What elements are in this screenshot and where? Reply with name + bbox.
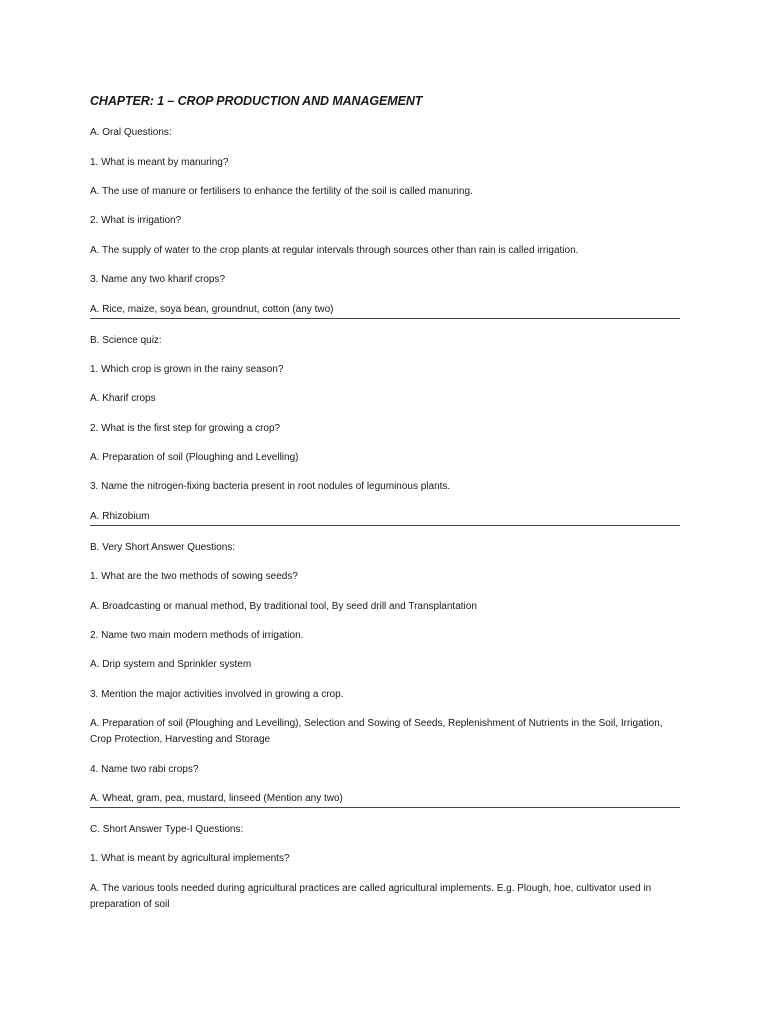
- answer-text: A. Broadcasting or manual method, By traditional tool, By seed drill and Transplantation: [90, 601, 477, 612]
- section-divider: [90, 525, 680, 526]
- question-text: 1. What is meant by manuring?: [90, 157, 229, 168]
- answer-text: A. The supply of water to the crop plants at regular intervals through sources other than rain is called irrigation.: [90, 245, 579, 256]
- chapter-title: CHAPTER: 1 – CROP PRODUCTION AND MANAGEMENT: [90, 94, 423, 108]
- answer-text: A. Preparation of soil (Ploughing and Levelling), Selection and Sowing of Seeds, Replenishment of Nutrients in the Soil, Irrigation, Crop Protection, Harvesting and Storage: [90, 718, 663, 745]
- answer-text: A. Drip system and Sprinkler system: [90, 659, 252, 670]
- question-text: 2. What is irrigation?: [90, 215, 182, 226]
- question-text: 2. Name two main modern methods of irrigation.: [90, 630, 304, 641]
- question-text: 3. Name the nitrogen-fixing bacteria present in root nodules of leguminous plants.: [90, 481, 451, 492]
- section-divider: [90, 318, 680, 319]
- section-heading-short-type1: C. Short Answer Type-I Questions:: [90, 824, 244, 835]
- question-text: 3. Mention the major activities involved in growing a crop.: [90, 689, 344, 700]
- answer-text: A. The use of manure or fertilisers to enhance the fertility of the soil is called manuring.: [90, 186, 473, 197]
- question-text: 1. What is meant by agricultural implements?: [90, 853, 290, 864]
- answer-text: A. The various tools needed during agricultural practices are called agricultural implements. E.g. Plough, hoe, cultivator used in preparation of soil: [90, 883, 652, 910]
- section-heading-oral: A. Oral Questions:: [90, 127, 172, 138]
- section-heading-quiz: B. Science quiz:: [90, 335, 162, 346]
- section-heading-very-short: B. Very Short Answer Questions:: [90, 542, 236, 553]
- question-text: 4. Name two rabi crops?: [90, 764, 199, 775]
- answer-text: A. Rhizobium: [90, 511, 150, 522]
- question-text: 2. What is the first step for growing a crop?: [90, 423, 281, 434]
- answer-text: A. Rice, maize, soya bean, groundnut, cotton (any two): [90, 304, 334, 315]
- question-text: 1. What are the two methods of sowing seeds?: [90, 571, 298, 582]
- question-text: 3. Name any two kharif crops?: [90, 274, 226, 285]
- section-divider: [90, 807, 680, 808]
- question-text: 1. Which crop is grown in the rainy season?: [90, 364, 284, 375]
- answer-text: A. Kharif crops: [90, 393, 156, 404]
- answer-text: A. Wheat, gram, pea, mustard, linseed (Mention any two): [90, 793, 343, 804]
- answer-text: A. Preparation of soil (Ploughing and Levelling): [90, 452, 299, 463]
